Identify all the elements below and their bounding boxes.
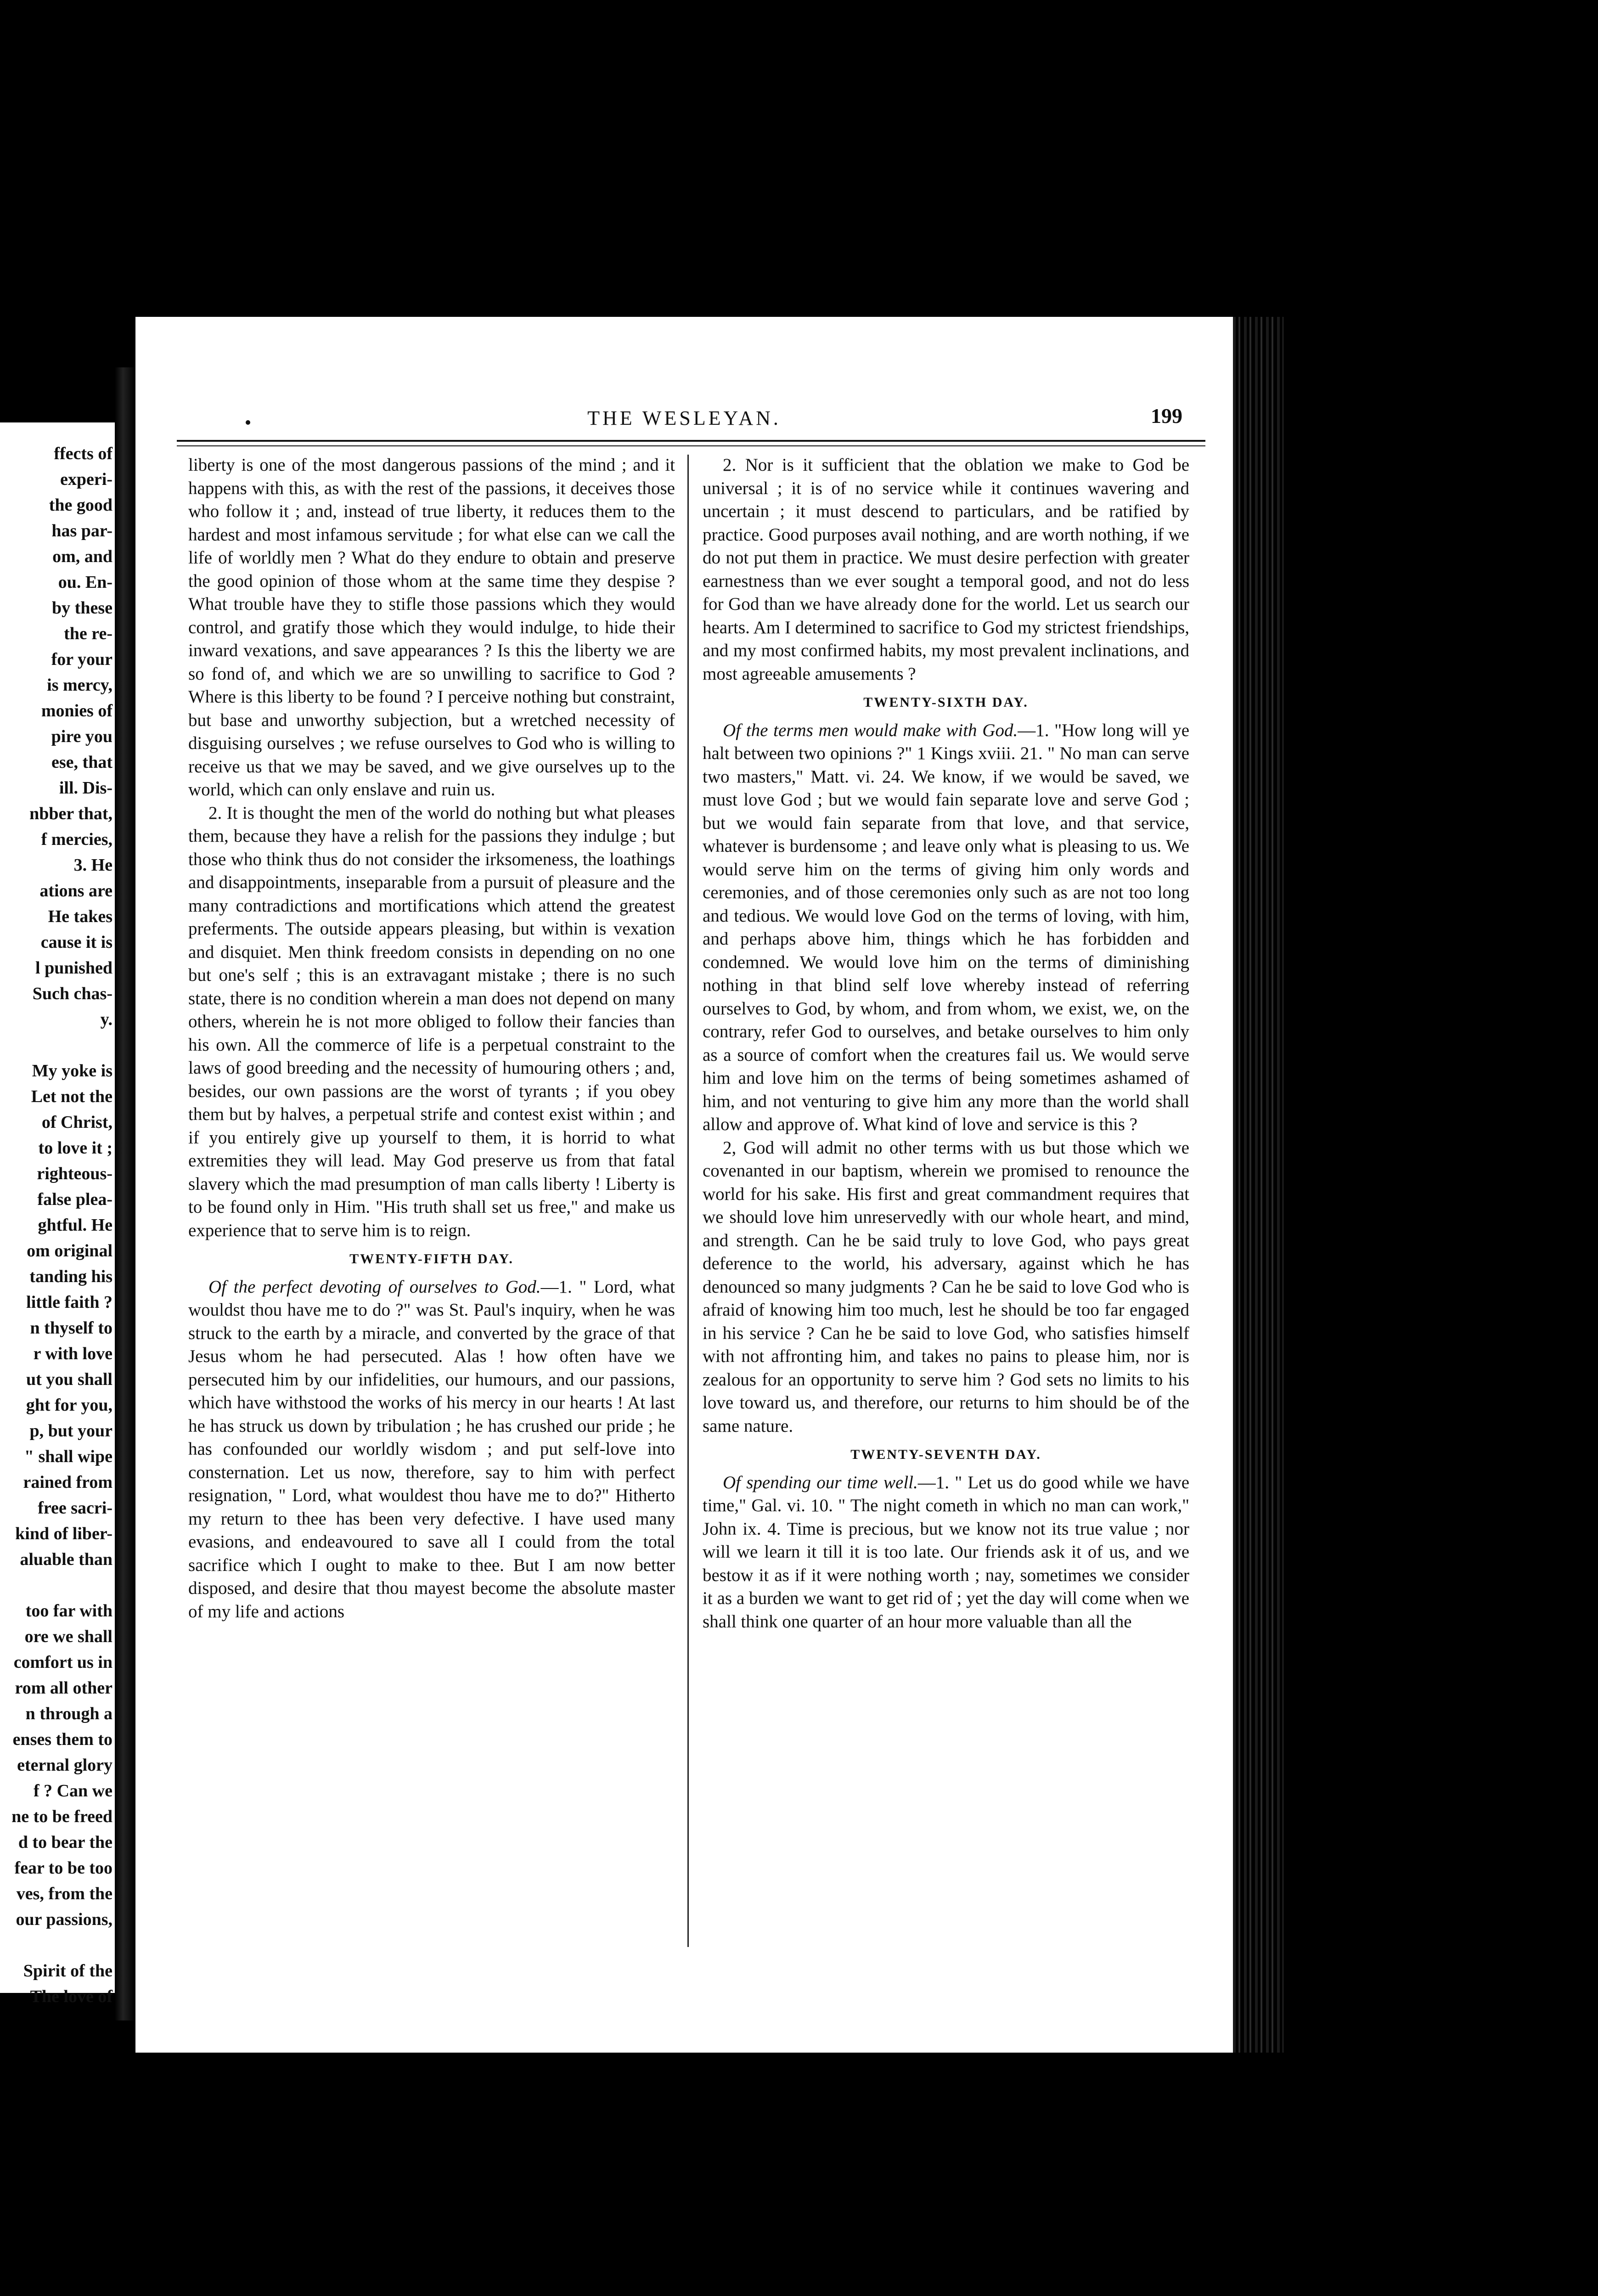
left-page-text <box>0 441 113 2009</box>
fragment-line: l punished <box>35 958 113 978</box>
right-column <box>703 454 1189 1633</box>
section-title: Of the terms men would make with God. <box>723 720 1018 740</box>
fragment-line: free sacri- <box>38 1498 113 1518</box>
fragment-line: ou. En- <box>58 573 113 592</box>
fragment-line: f mercies, <box>41 830 113 849</box>
fragment-line: He takes <box>48 907 113 926</box>
fragment-line: om, and <box>52 547 113 566</box>
running-title: THE WESLEYAN. <box>587 407 781 429</box>
fragment-line: 3. He <box>73 855 113 875</box>
paragraph <box>703 1471 1189 1634</box>
fragment-line: r with love <box>33 1344 113 1363</box>
paragraph: 2. It is thought the men of the world do nothing but what pleases them, because they have a relish for the passions they indulge ; but those who think thus do not consider the irksomeness, the loathings and disappointments, inseparable from a pursuit of pleasure and the many contradictions and mortifications which attend the greatest preferments. The outside appears pleasing, but within is vexation and disquiet. Men think freedom consists in depending on no one but one's self ; this is an extravagant mistake ; there is no such state, there is no condition wherein a man does not depend on many others, wherein he is not more obliged to follow their fancies than his own. All the commerce of life is a perpetual constraint to the laws of good breeding and the necessity of humouring others ; and, besides, our own passions are the worst of tyrants ; if you obey them but by halves, a perpetual strife and contest exist within ; and if you entirely give up yourself to them, it is horrid to what extremities they will lead. May God preserve us from that fatal slavery which the mad presumption of man calls liberty ! Liberty is to be found only in Him. "His truth shall set us free," and make us experience that to serve him is to reign. <box>188 803 675 1240</box>
left-page-fragment <box>0 422 115 2006</box>
fragment-line: has par- <box>51 521 113 540</box>
main-page <box>135 317 1233 2053</box>
fragment-line: by these <box>52 598 113 618</box>
fragment-line: righteous- <box>37 1164 113 1183</box>
fragment-line: ght for you, <box>26 1396 113 1415</box>
fragment-line: om original <box>27 1241 113 1261</box>
fragment-line: ghtful. He <box>38 1216 113 1235</box>
fragment-line: monies of <box>41 701 113 720</box>
fragment-line <box>0 1572 113 1598</box>
fragment-line: The love of <box>30 1987 113 2006</box>
fragment-line: too far with <box>25 1601 113 1621</box>
column-divider <box>687 455 689 1947</box>
fragment-line: " shall wipe <box>24 1447 113 1466</box>
left-column <box>188 454 675 1623</box>
fragment-line: Spirit of the <box>23 1961 113 1981</box>
fragment-line: kind of liber- <box>15 1524 113 1543</box>
fragment-line: rom all other <box>15 1678 113 1698</box>
paragraph <box>188 1276 675 1624</box>
fragment-line: n through a <box>25 1704 113 1723</box>
fragment-line: little faith ? <box>26 1293 113 1312</box>
fragment-line: ill. Dis- <box>59 778 113 798</box>
book-gutter <box>115 367 135 2020</box>
paragraph-body: —1. "How long will ye halt between two opinions ?" 1 Kings xviii. 21. " No man can serve two masters," Matt. vi. 24. We know, if we would be saved, we must love God ; but we would fain separate love and serve God ; but we would fain separate from that love, and that service, whatever is burdensome ; and leave only what is pleasing to us. We would serve him on the terms of giving him only words and ceremonies, and of those ceremonies only such as are not too long and tedious. We would love God on the terms of loving, with him, and perhaps above him, things which he has forbidden and condemned. We would love him on the terms of diminishing nothing in that blind self love whereby instead of referring ourselves to God, by whom, and from whom, we exist, we, on the contrary, refer God to ourselves, and betake ourselves to him only as a source of comfort when the creatures fail us. We would serve him and love him on the terms of being sometimes ashamed of him, and not venturing to give him any more than the world shall allow and approve of. What kind of love and service is this ? <box>703 720 1190 1134</box>
fragment-line: the re- <box>64 624 113 643</box>
fragment-line: rained from <box>23 1473 113 1492</box>
paragraph: liberty is one of the most dangerous passions of the mind ; and it happens with this, as with the rest of the passions, it deceives those who follow it ; and, instead of true liberty, it reduces them to the hardest and most infamous servitude ; for what else can we call the life of worldly men ? What do they endure to obtain and preserve the good opinion of those whom at the same time they despise ? What trouble have they to stifle those passions which they would control, and gratify those which they would indulge, to hide their inward vexations, and save appearances ? Is this the liberty we are so fond of, and which we are so unwilling to sacrifice to God ? Where is this liberty to be found ? I perceive nothing but constraint, but base and unworthy subjection, but a wretched necessity of disguising ourselves ; we refuse ourselves to God who is willing to receive us that we may be saved, and we give ourselves up to the world, which can only enslave and ruin us. <box>188 455 675 799</box>
fragment-line: eternal glory <box>17 1756 113 1775</box>
fragment-line: nbber that, <box>29 804 113 823</box>
fragment-line: enses them to <box>12 1730 113 1749</box>
fragment-line: ore we shall <box>24 1627 113 1646</box>
fragment-line: our passions, <box>16 1910 113 1929</box>
fragment-line: ne to be freed <box>11 1807 113 1826</box>
paragraph-body: —1. " Lord, what wouldst thou have me to do ?" was St. Paul's inquiry, when he was struck to the earth by a miracle, and converted by the grace of that Jesus whom he had persecuted. Alas ! how often have we persecuted him by our infidelities, our humours, and our passions, which have withstood the works of his mercy in our hearts ! At last he has struck us down by tribulation ; he has crushed our pride ; he has confounded our worldly wisdom ; and put self-love into consternation. Let us now, therefore, say to him with perfect resignation, " Lord, what wouldest thou have me to do?" Hitherto my return to thee has been very defective. I have used many evasions, and endeavoured to save all I could from the total sacrifice which I ought to make to thee. But I am now better disposed, and desire that thou mayest become the absolute master of my life and actions <box>188 1277 675 1621</box>
fragment-line: false plea- <box>37 1190 113 1209</box>
fragment-line: Such chas- <box>32 984 113 1003</box>
fragment-line: tanding his <box>29 1267 113 1286</box>
fragment-line: ese, that <box>51 753 113 772</box>
fragment-line <box>0 1932 113 1958</box>
fragment-line: experi- <box>60 470 113 489</box>
fragment-line: n thyself to <box>30 1318 113 1338</box>
fragment-line <box>0 1032 113 1058</box>
fragment-line: ut you shall <box>26 1370 113 1389</box>
section-heading: TWENTY-SEVENTH DAY. <box>850 1447 1041 1462</box>
section-title: Of the perfect devoting of ourselves to God. <box>208 1277 541 1297</box>
fragment-line: f ? Can we <box>33 1781 113 1801</box>
section-heading: TWENTY-SIXTH DAY. <box>863 695 1029 710</box>
fragment-line: fear to be too <box>14 1858 113 1878</box>
paragraph: 2. Nor is it sufficient that the oblation we make to God be universal ; it is of no service while it continues wavering and uncertain ; it must descend to particulars, and be ratified by practice. Good purposes avail nothing, and are worth nothing, if we do not put them in practice. We must desire perfection with greater earnestness than we ever sought a temporal good, and not do less for God than we have already done for the world. Let us search our hearts. Am I determined to sacrifice to God my strictest friendships, and my most confirmed habits, my most prevalent inclinations, and most agreeable amusements ? <box>703 455 1189 684</box>
fragment-line: of Christ, <box>41 1113 113 1132</box>
paragraph: 2, God will admit no other terms with us but those which we covenanted in our baptism, wherein we promised to renounce the world for his sake. His first and great commandment requires that we should love him unreservedly with our whole heart, and mind, and strength. Can he be said truly to love God, who pays great deference to the world, his adversary, against which he has denounced so many judgments ? Can he be said to love God who is afraid of knowing him too much, lest he should be too far engaged in his service ? Can he be said to love God, who satisfies himself with not affronting him, and takes no pains to please him, nor is zealous for an opportunity to serve him ? God sets no limits to his love toward us, and therefore, our returns to him should be of the same nature. <box>703 1137 1189 1436</box>
page-header <box>135 406 1233 439</box>
fragment-line: cause it is <box>40 933 113 952</box>
header-rule <box>177 440 1205 442</box>
fragment-line: ves, from the <box>16 1884 113 1903</box>
section-heading: TWENTY-FIFTH DAY. <box>349 1251 514 1266</box>
header-rule-thin <box>177 445 1205 446</box>
fragment-line: My yoke is <box>32 1061 113 1080</box>
fragment-line: comfort us in <box>13 1653 113 1672</box>
fragment-line: the good <box>49 495 113 515</box>
page-number: 199 <box>1151 404 1182 428</box>
page-edge <box>1233 317 1283 2053</box>
fragment-line: to love it ; <box>38 1138 113 1158</box>
fragment-line: Let not the <box>31 1087 113 1106</box>
paragraph-body: —1. " Let us do good while we have time," Gal. vi. 10. " The night cometh in which no man can work," John ix. 4. Time is precious, but we know not its true value ; nor will we learn it till it is too late. Our friends ask it of us, and we bestow it as if it were nothing worth ; nay, sometimes we consider it as a burden we want to get rid of ; yet the day will come when we shall think one quarter of an hour more valuable than all the <box>703 1472 1190 1632</box>
fragment-line: is mercy, <box>47 675 113 695</box>
fragment-line: ations are <box>39 881 113 900</box>
fragment-line: y. <box>100 1010 113 1029</box>
section-title: Of spending our time well. <box>723 1472 918 1492</box>
paragraph <box>703 719 1189 1137</box>
fragment-line: ffects of <box>54 444 113 463</box>
fragment-line: pire you <box>51 727 113 746</box>
fragment-line: p, but your <box>29 1421 113 1441</box>
fragment-line: aluable than <box>20 1550 113 1569</box>
fragment-line: d to bear the <box>18 1833 113 1852</box>
fragment-line: for your <box>51 650 113 669</box>
